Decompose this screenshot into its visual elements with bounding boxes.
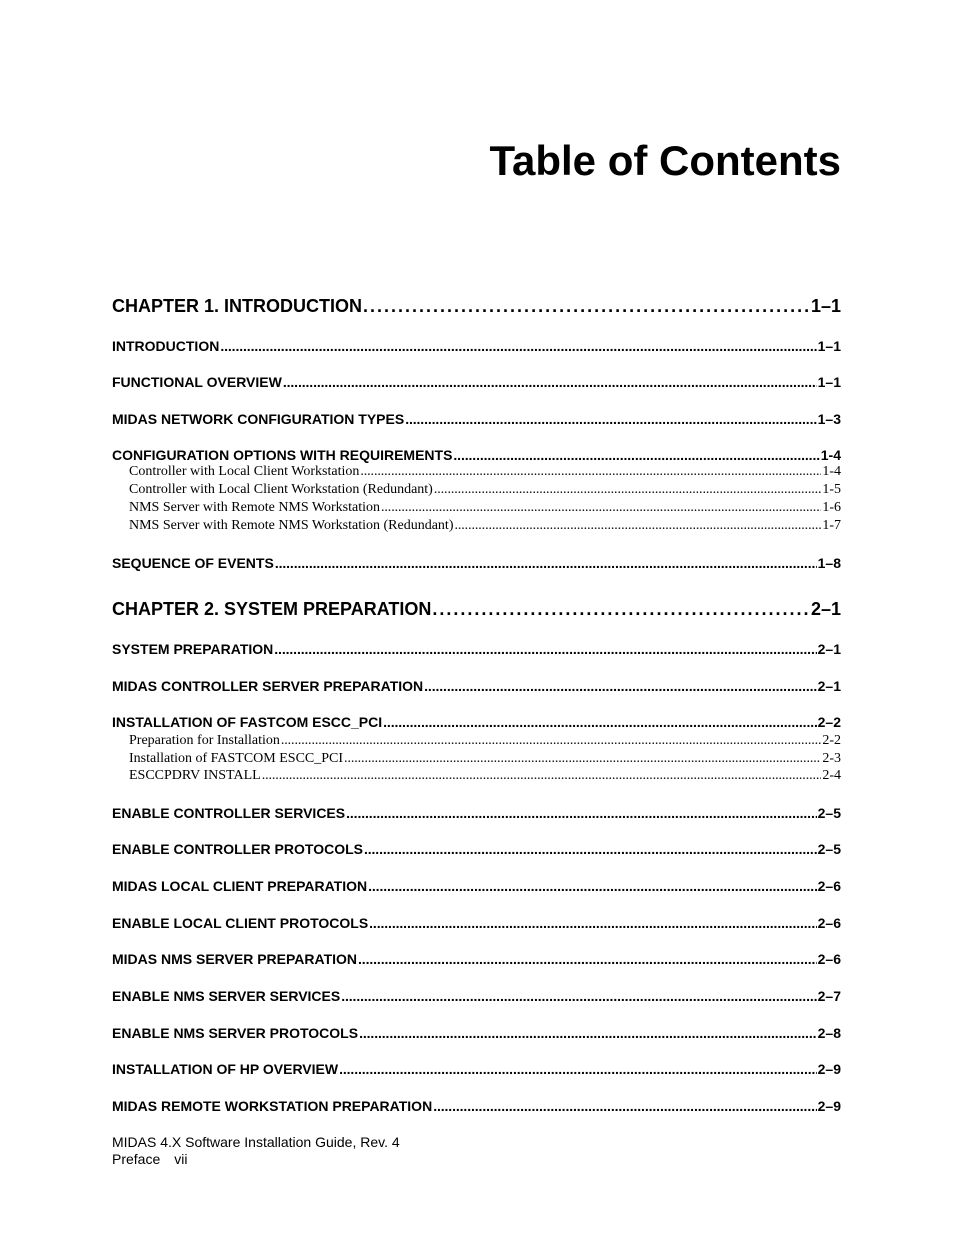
toc-entry-title: CONFIGURATION OPTIONS WITH REQUIREMENTS [112,447,453,463]
toc-entry-title: ENABLE CONTROLLER SERVICES [112,805,346,821]
toc-section-entry[interactable] [112,411,841,429]
toc-sub-entry[interactable] [129,733,841,750]
dot-leader [454,518,821,534]
toc-entry-title: Preparation for Installation [129,733,280,748]
toc-entry-title: NMS Server with Remote NMS Workstation [129,500,380,515]
dot-leader [344,751,821,767]
toc-entry-page-number: 1–1 [817,338,841,354]
toc-sub-entry[interactable] [129,768,841,785]
toc-sub-entry[interactable] [129,500,841,517]
dot-leader [274,641,816,657]
toc-entry-title: SYSTEM PREPARATION [112,641,274,657]
toc-entry-page-number: 2–9 [817,1098,841,1114]
toc-entry-page-number: 2–5 [817,805,841,821]
dot-leader [339,1061,817,1077]
toc-entry-title: ENABLE NMS SERVER PROTOCOLS [112,1025,359,1041]
dot-leader [283,374,817,390]
toc-section-entry[interactable] [112,951,841,969]
toc-entry-title: CHAPTER 1. INTRODUCTION [112,296,363,316]
toc-entry-page-number: 2-2 [822,733,841,748]
toc-entry-page-number: 2-4 [822,768,841,783]
dot-leader [453,447,819,463]
toc-entry-page-number: 2–9 [817,1061,841,1077]
dot-leader [346,805,817,821]
toc-section-entry[interactable] [112,555,841,573]
toc-entry-title: INTRODUCTION [112,338,220,354]
toc-entry-title: MIDAS REMOTE WORKSTATION PREPARATION [112,1098,433,1114]
toc-entry-page-number: 2–2 [817,714,841,730]
toc-entry-page-number: 2–6 [817,878,841,894]
toc-entry-title: INSTALLATION OF HP OVERVIEW [112,1061,339,1077]
toc-entry-title: FUNCTIONAL OVERVIEW [112,374,282,390]
toc-entry-page-number: 2–6 [817,951,841,967]
toc-entry-page-number: 2–1 [817,678,841,694]
dot-leader [432,599,810,620]
toc-entry-page-number: 2–1 [817,641,841,657]
toc-section-entry[interactable] [112,338,841,356]
toc-sub-entry[interactable] [129,464,841,481]
toc-section-entry[interactable] [112,714,841,732]
toc-entry-title: MIDAS NETWORK CONFIGURATION TYPES [112,411,405,427]
dot-leader [220,338,816,354]
dot-leader [275,555,817,571]
toc-entry-title: ENABLE NMS SERVER SERVICES [112,988,341,1004]
toc-sub-entry[interactable] [129,482,841,499]
dot-leader [359,1025,817,1041]
toc-entry-title: SEQUENCE OF EVENTS [112,555,274,571]
toc-section-entry[interactable] [112,1061,841,1079]
toc-entry-title: MIDAS LOCAL CLIENT PREPARATION [112,878,368,894]
toc-section-entry[interactable] [112,878,841,896]
toc-entry-page-number: 1-5 [822,482,841,497]
toc-section-entry[interactable] [112,988,841,1006]
toc-section-entry[interactable] [112,447,841,465]
toc-entry-page-number: 1–8 [817,555,841,571]
toc-entry-title: CHAPTER 2. SYSTEM PREPARATION [112,599,432,619]
toc-entry-page-number: 1-4 [822,464,841,479]
toc-entry-page-number: 1-6 [822,500,841,515]
dot-leader [381,500,821,516]
footer-section: Preface [112,1151,161,1167]
dot-leader [369,915,816,931]
toc-section-entry[interactable] [112,1098,841,1116]
toc-section-entry[interactable] [112,641,841,659]
toc-chapter-entry[interactable] [112,599,841,621]
dot-leader [405,411,816,427]
toc-entry-title: MIDAS NMS SERVER PREPARATION [112,951,358,967]
toc-entry-title: ESCCPDRV INSTALL [129,768,261,783]
toc-entry-page-number: 1-7 [822,518,841,533]
dot-leader [363,296,810,317]
footer-doc-title: MIDAS 4.X Software Installation Guide, Rev. 4 [112,1134,400,1150]
toc-entry-title: MIDAS CONTROLLER SERVER PREPARATION [112,678,424,694]
dot-leader [424,678,817,694]
toc-entry-page-number: 1–3 [817,411,841,427]
toc-entry-page-number: 2–1 [810,599,841,619]
toc-entry-title: Controller with Local Client Workstation [129,464,360,479]
toc-section-entry[interactable] [112,805,841,823]
toc-entry-page-number: 2–6 [817,915,841,931]
toc-entry-page-number: 1–1 [817,374,841,390]
page-title: Table of Contents [489,137,841,184]
dot-leader [262,768,822,784]
dot-leader [358,951,817,967]
dot-leader [383,714,816,730]
dot-leader [341,988,816,1004]
toc-section-entry[interactable] [112,915,841,933]
toc-entry-title: Installation of FASTCOM ESCC_PCI [129,751,344,766]
toc-entry-page-number: 1-4 [820,447,841,463]
footer-page-info [112,1151,187,1168]
toc-entry-title: ENABLE LOCAL CLIENT PROTOCOLS [112,915,369,931]
dot-leader [364,841,817,857]
toc-section-entry[interactable] [112,841,841,859]
toc-entry-page-number: 2–8 [817,1025,841,1041]
toc-sub-entry[interactable] [129,751,841,768]
dot-leader [368,878,817,894]
toc-entry-page-number: 2-3 [822,751,841,766]
toc-entry-title: ENABLE CONTROLLER PROTOCOLS [112,841,363,857]
toc-entry-page-number: 1–1 [810,296,841,316]
toc-chapter-entry[interactable] [112,296,841,318]
toc-entry-title: NMS Server with Remote NMS Workstation (Redundant) [129,518,454,533]
toc-section-entry[interactable] [112,1025,841,1043]
toc-entry-page-number: 2–7 [817,988,841,1004]
toc-entry-page-number: 2–5 [817,841,841,857]
dot-leader [281,733,821,749]
dot-leader [433,1098,816,1114]
footer-page-number: vii [174,1151,188,1167]
toc-section-entry[interactable] [112,678,841,696]
toc-entry-title: Controller with Local Client Workstation (Redundant) [129,482,433,497]
toc-section-entry[interactable] [112,374,841,392]
toc-entry-title: INSTALLATION OF FASTCOM ESCC_PCI [112,714,383,730]
toc-sub-entry[interactable] [129,518,841,535]
dot-leader [434,482,821,498]
dot-leader [360,464,821,480]
